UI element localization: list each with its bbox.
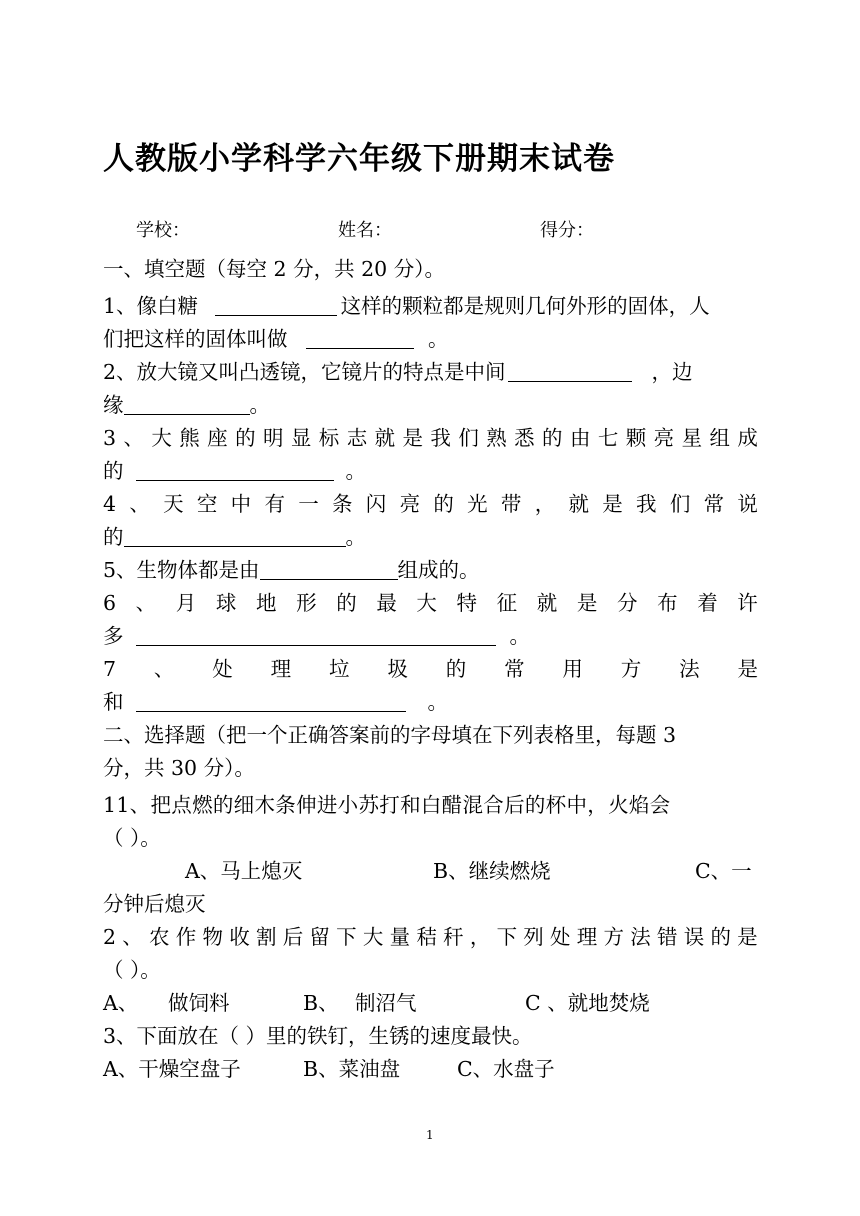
- q3-char: 显: [290, 426, 312, 450]
- q2-text-a: 2、放大镜又叫凸透镜，它镜片的特点是中间: [103, 360, 506, 384]
- q1-line2: [103, 322, 449, 356]
- q2-text-b: ，边: [651, 360, 693, 384]
- q3-char: 、: [123, 426, 144, 450]
- q6-char: 、: [135, 591, 157, 615]
- q7-text-c: 。: [427, 690, 448, 714]
- q2c-char: 方: [603, 925, 624, 949]
- q4-char: 说: [737, 492, 758, 516]
- q3-char: 明: [262, 426, 284, 450]
- q2-line1: [103, 355, 693, 389]
- page-title: 人教版小学科学六年级下册期末试卷: [103, 141, 615, 177]
- q3-char: 组: [709, 426, 730, 450]
- q4-char: 常: [703, 492, 725, 516]
- q3-char: 的: [235, 426, 256, 450]
- q4-char: 空: [196, 492, 218, 516]
- q2c-char: 留: [309, 925, 330, 949]
- score-label: 得分：: [540, 220, 594, 241]
- q7-char: 的: [445, 657, 467, 681]
- q7-char: 法: [679, 657, 700, 681]
- q3c-option-a[interactable]: A、干燥空盘子: [103, 1057, 241, 1081]
- q3-char: 亮: [653, 426, 675, 450]
- q2-text-c: 缘: [103, 393, 124, 417]
- q1-text-d: 。: [428, 327, 449, 351]
- q4-char: 带: [500, 492, 522, 516]
- q2c-char: 秸: [416, 925, 437, 949]
- q3-char: 3: [103, 426, 117, 450]
- q3-char: 大: [151, 426, 172, 450]
- q2-line2: [103, 388, 270, 422]
- q3-char: 熊: [179, 426, 200, 450]
- q2c-answer-paren[interactable]: （ ）。: [103, 958, 161, 982]
- q4-char: 、: [129, 492, 150, 516]
- q4-char: 亮: [399, 492, 421, 516]
- q4-char: 光: [467, 492, 488, 516]
- q11-answer-paren[interactable]: （ ）。: [103, 826, 161, 850]
- q2c-char: 量: [389, 925, 411, 949]
- q4-text-b: 的: [103, 525, 124, 549]
- q3-char: 悉: [514, 426, 535, 450]
- q4-line2: [103, 520, 366, 554]
- q7-text-b: 和: [103, 690, 124, 714]
- q5-line: [103, 553, 480, 587]
- q6-char: 球: [215, 591, 237, 615]
- q4-char: 是: [602, 492, 623, 516]
- q6-char: 许: [737, 591, 758, 615]
- q2-blank-2[interactable]: [124, 392, 250, 415]
- q3c-option-c[interactable]: C、水盘子: [457, 1057, 555, 1081]
- q5-text-a: 5、生物体都是由: [103, 558, 260, 582]
- q6-char: 大: [416, 591, 437, 615]
- q2c-char: 作: [175, 925, 197, 949]
- q6-char: 的: [336, 591, 357, 615]
- q7-blank[interactable]: [136, 689, 406, 712]
- q7-char: 常: [504, 657, 525, 681]
- q6-char: 6: [103, 591, 117, 615]
- q3-line2: [103, 454, 366, 488]
- q6-text-c: 。: [509, 624, 530, 648]
- q11-stem: 11、把点燃的细木条伸进小苏打和白醋混合后的杯中，火焰会: [103, 793, 671, 817]
- q6-char: 形: [296, 591, 317, 615]
- q4-char: 们: [669, 492, 691, 516]
- q1-text-c: 们把这样的固体叫做: [103, 327, 288, 351]
- q2c-char: ，: [469, 925, 491, 949]
- q2c-char: 后: [282, 925, 304, 949]
- q2c-char: 下: [496, 925, 518, 949]
- q3-text-b: 的: [103, 459, 124, 483]
- q7-char: 、: [153, 657, 175, 681]
- q3-char: 志: [346, 426, 368, 450]
- q4-char: 条: [332, 492, 353, 516]
- q2c-char: 2: [103, 925, 117, 949]
- q7-char: 用: [562, 657, 583, 681]
- q6-text-b: 多: [103, 624, 124, 648]
- q11-option-b[interactable]: B、继续燃烧: [433, 859, 551, 883]
- q3c-option-b[interactable]: B、菜油盘: [303, 1057, 401, 1081]
- school-label: 学校：: [136, 220, 190, 241]
- q2c-option-c[interactable]: C 、就地焚烧: [525, 991, 650, 1015]
- q2c-char: 物: [202, 925, 223, 949]
- q2c-char: 农: [149, 925, 170, 949]
- q7-char: 是: [737, 657, 758, 681]
- q7-char: 处: [212, 657, 233, 681]
- q3-char: 星: [681, 426, 703, 450]
- q2c-char: 理: [576, 925, 598, 949]
- q6-char: 最: [376, 591, 397, 615]
- q4-char: 就: [568, 492, 589, 516]
- q7-char: 方: [620, 657, 642, 681]
- q4-char: 中: [230, 492, 252, 516]
- q3-char: 熟: [486, 426, 507, 450]
- q4-char: 天: [163, 492, 184, 516]
- q1-text-b: 这样的颗粒都是规则几何外形的固体，人: [340, 294, 710, 318]
- q6-blank[interactable]: [136, 623, 496, 646]
- q2c-char: 秆: [443, 925, 464, 949]
- q2c-char: 列: [523, 925, 544, 949]
- q3-char: 七: [597, 426, 619, 450]
- q4-char: 我: [636, 492, 657, 516]
- section2-heading-line1: 二、选择题（把一个正确答案前的字母填在下列表格里，每题 3: [103, 723, 677, 747]
- q2c-option-b-letter[interactable]: B、: [303, 991, 339, 1015]
- q2c-char: 收: [229, 925, 250, 949]
- q2c-stem: [103, 920, 758, 954]
- q6-char: 着: [697, 591, 718, 615]
- q2-text-d: 。: [249, 393, 270, 417]
- q2c-char: 误: [683, 925, 705, 949]
- q2c-option-b-text[interactable]: 制沼气: [355, 991, 417, 1015]
- q4-char: ，: [534, 492, 556, 516]
- page-number: 1: [426, 1128, 434, 1142]
- q2c-char: 下: [336, 925, 357, 949]
- q2c-option-a-text[interactable]: 做饲料: [168, 991, 230, 1015]
- name-label: 姓名：: [338, 220, 392, 241]
- q2c-char: 是: [737, 925, 758, 949]
- q2c-char: 大: [362, 925, 384, 949]
- q6-char: 特: [456, 591, 478, 615]
- section2-heading-line2: 分，共 30 分）。: [103, 756, 255, 780]
- q6-char: 分: [616, 591, 638, 615]
- q4-text-c: 。: [345, 525, 366, 549]
- q3-char: 成: [737, 426, 758, 450]
- q2c-char: 法: [630, 925, 651, 949]
- q3-char: 颗: [625, 426, 647, 450]
- q3-char: 我: [430, 426, 451, 450]
- q4-char: 4: [103, 492, 117, 516]
- q3-line1: [103, 421, 758, 455]
- q4-char: 的: [433, 492, 454, 516]
- q4-char: 一: [298, 492, 319, 516]
- q7-char: 垃: [328, 657, 350, 681]
- q4-char: 有: [264, 492, 285, 516]
- q11-option-c-cont: 分钟后熄灭: [103, 892, 206, 916]
- q2c-char: 的: [710, 925, 731, 949]
- q4-blank[interactable]: [124, 524, 346, 547]
- q3-blank[interactable]: [136, 458, 334, 481]
- q2c-char: 错: [656, 925, 678, 949]
- q2c-char: 割: [255, 925, 277, 949]
- q2c-char: 、: [122, 925, 143, 949]
- q6-char: 月: [175, 591, 197, 615]
- q3-text-c: 。: [345, 459, 366, 483]
- q3-char: 就: [374, 426, 396, 450]
- q2c-option-a-letter[interactable]: A、: [103, 991, 139, 1015]
- q6-line1: [103, 586, 758, 620]
- q7-char: 圾: [387, 657, 408, 681]
- q3-char: 们: [458, 426, 479, 450]
- q6-char: 是: [576, 591, 598, 615]
- section1-heading: 一、填空题（每空 2 分，共 20 分）。: [103, 257, 445, 281]
- q6-line2: [103, 619, 530, 653]
- q1-line1: [103, 289, 710, 323]
- q3-char: 由: [569, 426, 591, 450]
- q3-char: 座: [207, 426, 228, 450]
- q1-blank-1[interactable]: [215, 293, 337, 316]
- q7-char: 7: [103, 657, 117, 681]
- q3-char: 的: [542, 426, 563, 450]
- q11-option-a[interactable]: A、马上熄灭: [185, 859, 303, 883]
- q6-char: 就: [536, 591, 558, 615]
- q3-char: 是: [402, 426, 424, 450]
- q1-text-a: 1、像白糖: [103, 294, 199, 318]
- q2-blank-1[interactable]: [508, 359, 632, 382]
- q4-char: 闪: [365, 492, 387, 516]
- q3-char: 标: [318, 426, 340, 450]
- q3c-stem: 3、下面放在（ ）里的铁钉，生锈的速度最快。: [103, 1024, 533, 1048]
- q2c-char: 处: [550, 925, 571, 949]
- q7-char: 理: [270, 657, 292, 681]
- q7-line2: [103, 685, 448, 719]
- q6-char: 征: [496, 591, 518, 615]
- q5-blank[interactable]: [260, 557, 398, 580]
- q1-blank-2[interactable]: [306, 326, 414, 349]
- q11-option-c[interactable]: C、一: [695, 859, 752, 883]
- q4-line1: [103, 487, 758, 521]
- q5-text-b: 组成的。: [397, 558, 480, 582]
- q6-char: 布: [657, 591, 678, 615]
- q7-line1: [103, 652, 758, 686]
- q6-char: 地: [255, 591, 277, 615]
